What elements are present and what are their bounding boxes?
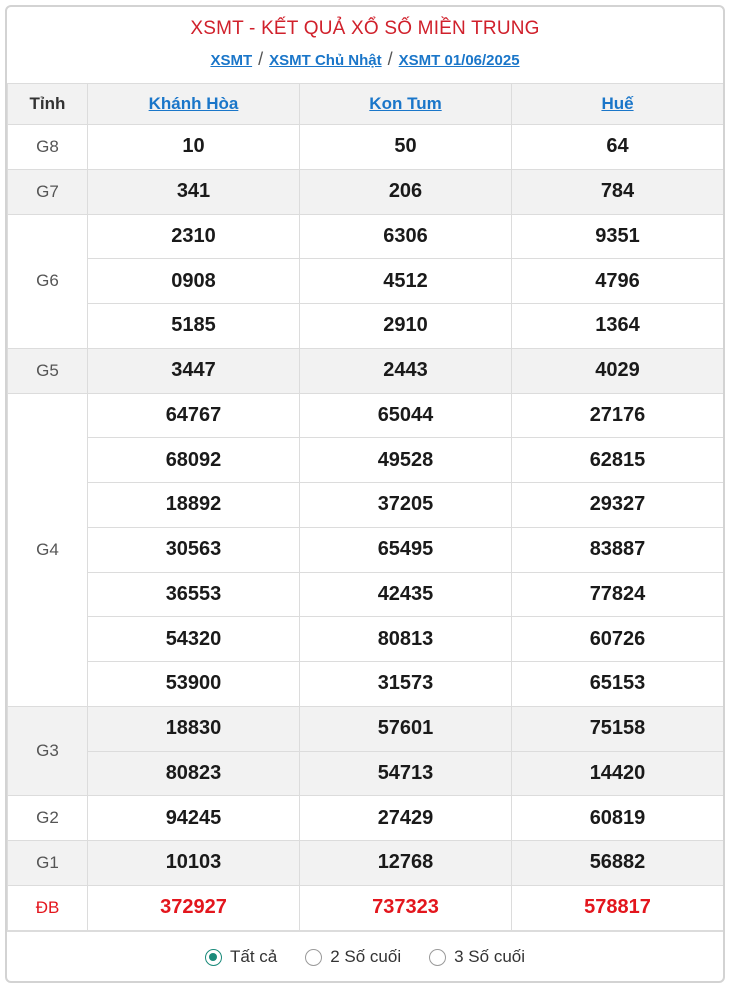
prize-number: 31573 bbox=[300, 662, 512, 707]
table-row bbox=[8, 617, 724, 662]
prize-number: 29327 bbox=[512, 483, 724, 528]
prize-number: 68092 bbox=[88, 438, 300, 483]
prize-label: G2 bbox=[8, 796, 88, 841]
prize-number: 37205 bbox=[300, 483, 512, 528]
prize-number: 0908 bbox=[88, 259, 300, 304]
breadcrumb-separator: / bbox=[387, 49, 393, 69]
results-table bbox=[7, 83, 724, 931]
prize-number: 64 bbox=[512, 125, 724, 170]
prize-number: 5185 bbox=[88, 304, 300, 349]
prize-number: 2310 bbox=[88, 214, 300, 259]
prize-number: 80813 bbox=[300, 617, 512, 662]
prize-label: G3 bbox=[8, 706, 88, 796]
breadcrumb-link-weekday[interactable]: XSMT Chủ Nhật bbox=[269, 52, 382, 69]
table-row bbox=[8, 796, 724, 841]
special-prize-number: 737323 bbox=[300, 885, 512, 930]
filter-option-last-3[interactable] bbox=[429, 947, 525, 967]
table-row bbox=[8, 259, 724, 304]
prize-number: 64767 bbox=[88, 393, 300, 438]
results-header bbox=[7, 7, 723, 83]
prize-number: 784 bbox=[512, 169, 724, 214]
prize-number: 62815 bbox=[512, 438, 724, 483]
prize-number: 1364 bbox=[512, 304, 724, 349]
breadcrumb-link-date[interactable]: XSMT 01/06/2025 bbox=[398, 52, 520, 69]
table-row bbox=[8, 572, 724, 617]
prize-label: ĐB bbox=[8, 885, 88, 930]
prize-number: 12768 bbox=[300, 841, 512, 886]
filter-option-label: 2 Số cuối bbox=[330, 947, 402, 966]
prize-number: 36553 bbox=[88, 572, 300, 617]
column-header-province: Tỉnh bbox=[8, 84, 88, 125]
column-header-kon-tum bbox=[300, 84, 512, 125]
prize-number: 49528 bbox=[300, 438, 512, 483]
prize-number: 4796 bbox=[512, 259, 724, 304]
radio-unselected-icon[interactable] bbox=[305, 949, 322, 966]
special-prize-number: 372927 bbox=[88, 885, 300, 930]
breadcrumb bbox=[7, 47, 723, 83]
results-panel bbox=[5, 5, 725, 983]
digit-filter bbox=[7, 931, 723, 983]
breadcrumb-separator: / bbox=[258, 49, 264, 69]
prize-number: 206 bbox=[300, 169, 512, 214]
filter-option-label: Tất cả bbox=[229, 947, 278, 966]
table-row bbox=[8, 393, 724, 438]
prize-number: 2443 bbox=[300, 348, 512, 393]
prize-label: G1 bbox=[8, 841, 88, 886]
prize-number: 57601 bbox=[300, 706, 512, 751]
prize-number: 83887 bbox=[512, 527, 724, 572]
special-prize-number: 578817 bbox=[512, 885, 724, 930]
province-link-khanh-hoa[interactable]: Khánh Hòa bbox=[148, 94, 239, 113]
table-row bbox=[8, 483, 724, 528]
table-row bbox=[8, 348, 724, 393]
prize-number: 80823 bbox=[88, 751, 300, 796]
prize-number: 53900 bbox=[88, 662, 300, 707]
table-row bbox=[8, 841, 724, 886]
prize-number: 2910 bbox=[300, 304, 512, 349]
prize-number: 10 bbox=[88, 125, 300, 170]
prize-number: 56882 bbox=[512, 841, 724, 886]
table-row bbox=[8, 706, 724, 751]
prize-label: G8 bbox=[8, 125, 88, 170]
prize-number: 27429 bbox=[300, 796, 512, 841]
table-row bbox=[8, 527, 724, 572]
prize-number: 65153 bbox=[512, 662, 724, 707]
prize-number: 3447 bbox=[88, 348, 300, 393]
prize-number: 4029 bbox=[512, 348, 724, 393]
table-row bbox=[8, 214, 724, 259]
prize-number: 65044 bbox=[300, 393, 512, 438]
prize-number: 60726 bbox=[512, 617, 724, 662]
filter-option-last-2[interactable] bbox=[305, 947, 401, 967]
table-row bbox=[8, 751, 724, 796]
table-row bbox=[8, 125, 724, 170]
prize-number: 9351 bbox=[512, 214, 724, 259]
prize-number: 65495 bbox=[300, 527, 512, 572]
prize-label: G6 bbox=[8, 214, 88, 348]
radio-unselected-icon[interactable] bbox=[429, 949, 446, 966]
prize-number: 10103 bbox=[88, 841, 300, 886]
table-row bbox=[8, 662, 724, 707]
prize-number: 4512 bbox=[300, 259, 512, 304]
prize-number: 6306 bbox=[300, 214, 512, 259]
prize-label: G5 bbox=[8, 348, 88, 393]
prize-label: G7 bbox=[8, 169, 88, 214]
filter-option-label: 3 Số cuối bbox=[454, 947, 526, 966]
prize-label: G4 bbox=[8, 393, 88, 706]
breadcrumb-link-xsmt[interactable]: XSMT bbox=[210, 52, 253, 69]
table-row bbox=[8, 169, 724, 214]
column-header-khanh-hoa bbox=[88, 84, 300, 125]
results-body bbox=[8, 125, 724, 931]
prize-number: 77824 bbox=[512, 572, 724, 617]
prize-number: 94245 bbox=[88, 796, 300, 841]
radio-selected-icon[interactable] bbox=[205, 949, 222, 966]
prize-number: 54713 bbox=[300, 751, 512, 796]
table-header-row bbox=[8, 84, 724, 125]
page-title: XSMT - KẾT QUẢ XỔ SỐ MIỀN TRUNG bbox=[190, 18, 540, 39]
column-header-hue bbox=[512, 84, 724, 125]
prize-number: 42435 bbox=[300, 572, 512, 617]
prize-number: 60819 bbox=[512, 796, 724, 841]
table-row bbox=[8, 885, 724, 930]
table-row bbox=[8, 438, 724, 483]
province-link-hue[interactable]: Huế bbox=[601, 94, 634, 113]
prize-number: 341 bbox=[88, 169, 300, 214]
prize-number: 75158 bbox=[512, 706, 724, 751]
prize-number: 18830 bbox=[88, 706, 300, 751]
prize-number: 50 bbox=[300, 125, 512, 170]
prize-number: 18892 bbox=[88, 483, 300, 528]
prize-number: 54320 bbox=[88, 617, 300, 662]
table-row bbox=[8, 304, 724, 349]
province-link-kon-tum[interactable]: Kon Tum bbox=[369, 94, 442, 113]
prize-number: 14420 bbox=[512, 751, 724, 796]
prize-number: 27176 bbox=[512, 393, 724, 438]
filter-option-all[interactable] bbox=[205, 947, 277, 967]
prize-number: 30563 bbox=[88, 527, 300, 572]
